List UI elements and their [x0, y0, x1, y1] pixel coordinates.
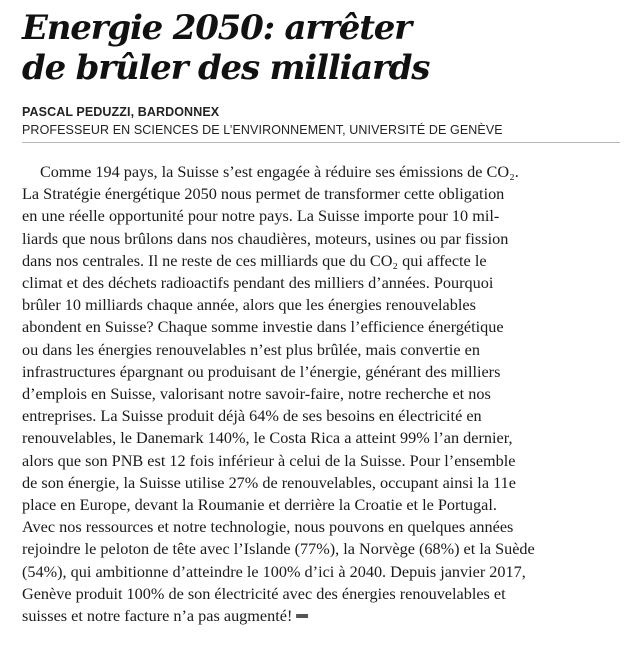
author-affiliation: PROFESSEUR EN SCIENCES DE L’ENVIRONNEMENT, UNIVERSITÉ DE GENÈVE: [22, 123, 503, 137]
body-line: ou dans les énergies renouvelables n’est plus brûlée, mais convertie en: [22, 339, 480, 359]
body-line: Genève produit 100% de son électricité avec des énergies renouvelables et: [22, 583, 506, 603]
body-line-last: [22, 605, 620, 627]
article-body: [22, 161, 622, 627]
byline-divider: [22, 142, 620, 143]
body-line: en une réelle opportunité pour notre pays. La Suisse importe pour 10 mil-: [22, 206, 500, 226]
body-line: La Stratégie énergétique 2050 nous permet de transformer cette obligation: [22, 184, 505, 204]
end-of-article-mark: [296, 614, 308, 618]
body-line: entreprises. La Suisse produit déjà 64% de ses besoins en électricité en: [22, 406, 482, 426]
body-line: renouvelables, le Danemark 140%, le Costa Rica a atteint 99% l’an dernier,: [22, 428, 513, 448]
body-line: rejoindre le peloton de tête avec l’Islande (77%), la Norvège (68%) et la Suède: [22, 539, 535, 559]
body-line-last-text: suisses et notre facture n’a pas augmenté!: [22, 606, 293, 626]
body-line: climat et des déchets radioactifs pendant des milliers d’années. Pourquoi: [22, 273, 494, 293]
body-line: alors que son PNB est 12 fois inférieur à celui de la Suisse. Pour l’ensemble: [22, 450, 516, 470]
body-line: liards que nous brûlons dans nos chaudières, moteurs, usines ou par fission: [22, 228, 509, 248]
headline-line-2: de brûler des milliards: [22, 48, 430, 88]
body-line: d’emplois en Suisse, valorisant notre savoir-faire, notre recherche et nos: [22, 384, 491, 404]
headline-line-1: Energie 2050: arrêter: [22, 8, 411, 48]
body-line: Comme 194 pays, la Suisse s’est engagée à réduire ses émissions de CO₂.: [39, 162, 519, 181]
body-line: de son énergie, la Suisse utilise 27% de renouvelables, occupant ainsi la 11e: [22, 472, 516, 492]
body-line: abondent en Suisse? Chaque somme investie dans l’efficience énergétique: [22, 317, 504, 337]
author-byline: PASCAL PEDUZZI, BARDONNEX: [22, 105, 220, 119]
body-line: brûler 10 milliards chaque année, alors que les énergies renouvelables: [22, 295, 476, 315]
body-line: (54%), qui ambitionne d’atteindre le 100% d’ici à 2040. Depuis janvier 2017,: [22, 561, 526, 581]
body-line: dans nos centrales. Il ne reste de ces milliards que du CO₂ qui affecte le: [22, 250, 487, 270]
headline: [22, 8, 622, 88]
body-line: infrastructures épargnant ou produisant de l’énergie, générant des milliers: [22, 361, 501, 381]
body-line: Avec nos ressources et notre technologie, nous pouvons en quelques années: [22, 517, 514, 537]
body-line: place en Europe, devant la Roumanie et derrière la Croatie et le Portugal.: [22, 495, 497, 515]
